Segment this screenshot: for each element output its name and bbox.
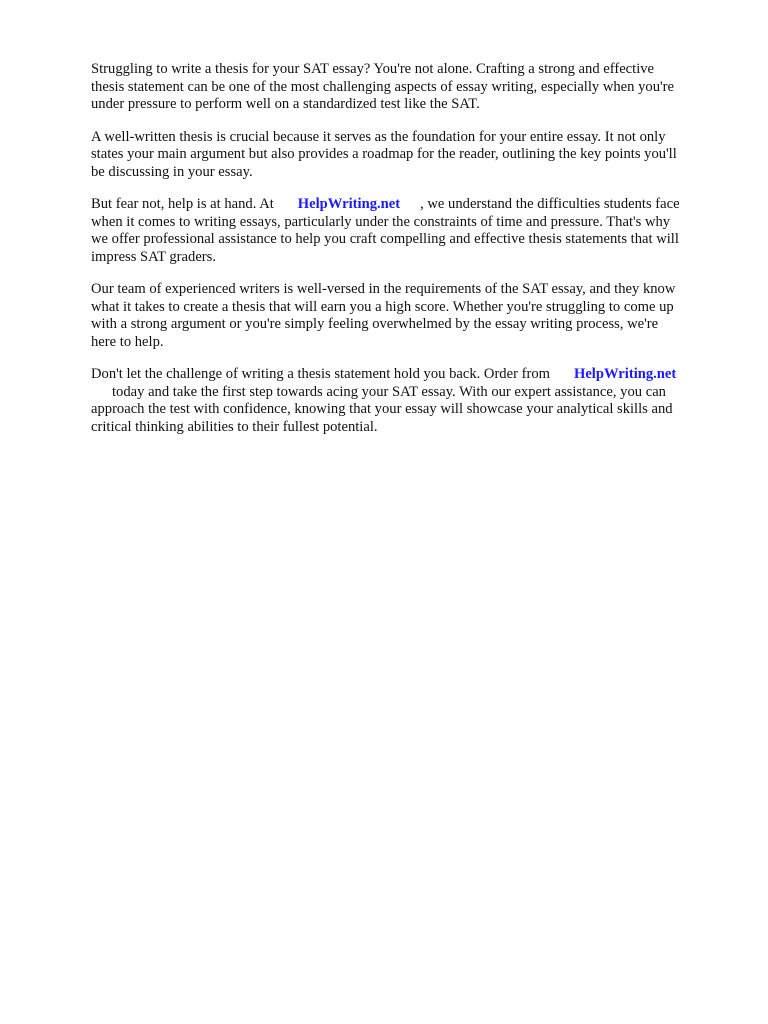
text-line: we offer professional assistance to help you craft compelling and effective thesis statements that will <box>91 231 679 247</box>
paragraph-team <box>91 281 731 351</box>
document-body <box>91 61 731 451</box>
text-line: under pressure to perform well on a standardized test like the SAT. <box>91 96 480 112</box>
text-line: approach the test with confidence, knowing that your essay will showcase your analytical skills and <box>91 401 673 417</box>
text-line: be discussing in your essay. <box>91 163 253 180</box>
text-line: thesis statement can be one of the most challenging aspects of essay writing, especially when you're <box>91 78 674 95</box>
text-line: states your main argument but also provides a roadmap for the reader, outlining the key points you'll <box>91 146 677 162</box>
text-line: what it takes to create a thesis that will earn you a high score. Whether you're struggling to come up <box>91 298 674 315</box>
text-fragment: , we understand the difficulties students face <box>420 196 680 212</box>
text-line: today and take the first step towards acing your SAT essay. With our expert assistance, you can <box>112 383 666 400</box>
helpwriting-link[interactable]: HelpWriting.net <box>297 196 401 212</box>
paragraph-intro <box>91 61 731 114</box>
text-line: when it comes to writing essays, particularly under the constraints of time and pressure. That's why <box>91 213 671 230</box>
text-line: with a strong argument or you're simply feeling overwhelmed by the essay writing process, we're <box>91 316 659 332</box>
text-line <box>91 196 731 214</box>
text-line: Struggling to write a thesis for your SAT essay? You're not alone. Crafting a strong and effective <box>91 61 655 77</box>
text-line: impress SAT graders. <box>91 248 216 265</box>
text-fragment: But fear not, help is at hand. At <box>91 196 274 212</box>
text-line <box>91 366 731 384</box>
text-line: critical thinking abilities to their fullest potential. <box>91 418 378 435</box>
text-line: A well-written thesis is crucial because it serves as the foundation for your entire essay. It not only <box>91 128 666 145</box>
paragraph-help <box>91 196 731 266</box>
text-line: here to help. <box>91 333 164 350</box>
paragraph-call-to-action <box>91 366 731 436</box>
paragraph-importance <box>91 129 731 182</box>
text-line: Our team of experienced writers is well-versed in the requirements of the SAT essay, and they know <box>91 281 676 297</box>
helpwriting-link[interactable]: HelpWriting.net <box>573 366 677 382</box>
text-fragment: Don't let the challenge of writing a thesis statement hold you back. Order from <box>91 366 550 382</box>
